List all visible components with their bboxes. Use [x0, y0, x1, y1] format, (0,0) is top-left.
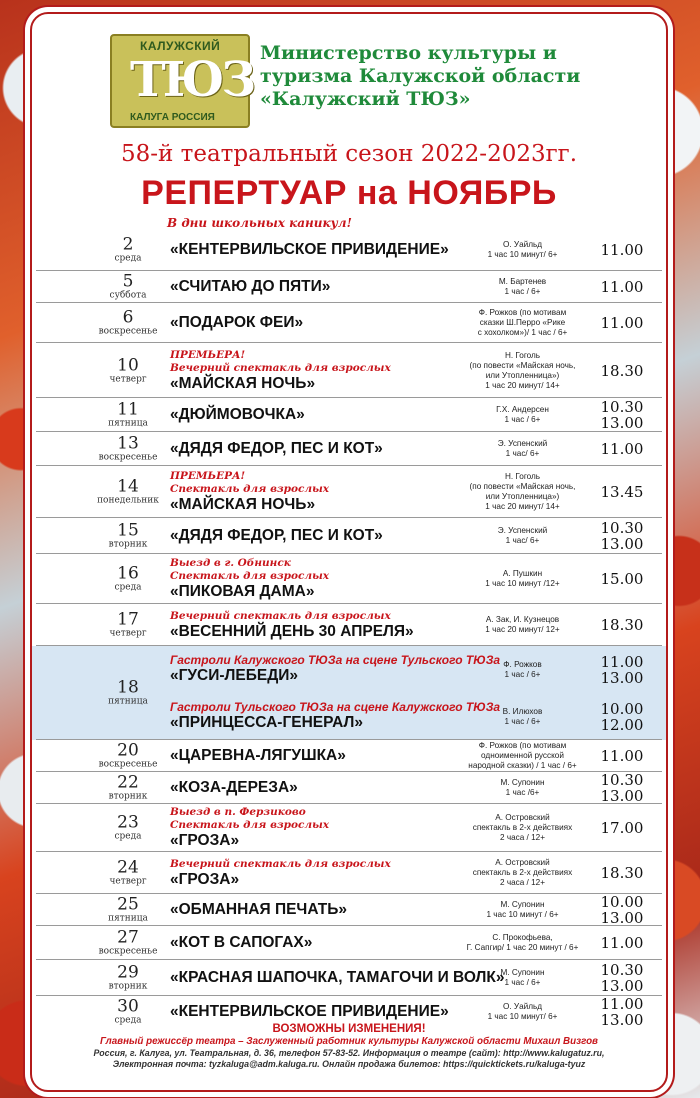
info-line: 1 час 20 минут/ 12+ — [485, 625, 560, 634]
show-time: 10.30 — [600, 398, 644, 416]
show-time: 18.30 — [600, 864, 644, 882]
show-info — [460, 308, 585, 338]
performance-note: Спектакль для взрослых — [170, 570, 330, 582]
info-line: О. Уайльд — [502, 240, 543, 249]
ministry-line: туризма Калужской области — [260, 65, 581, 87]
show-time: 13.00 — [600, 787, 644, 805]
show-times — [592, 441, 652, 457]
schedule-row — [32, 518, 666, 554]
theatre-logo — [110, 34, 254, 128]
show-time: 11.00 — [600, 934, 644, 952]
info-line: или Утопленница») — [485, 492, 560, 501]
day-number: 18 — [117, 677, 139, 698]
show-time: 13.00 — [600, 414, 644, 432]
date-cell — [84, 565, 172, 594]
day-number: 25 — [117, 894, 139, 915]
holiday-note: В дни школьных каникул! — [167, 216, 352, 230]
show-title: «ПОДАРОК ФЕИ» — [170, 314, 304, 331]
show-title: «ВЕСЕННИЙ ДЕНЬ 30 АПРЕЛЯ» — [170, 622, 414, 640]
show-times — [592, 894, 652, 926]
changes-warning: ВОЗМОЖНЫ ИЗМЕНЕНИЯ! — [272, 1023, 426, 1035]
footer — [32, 1022, 666, 1070]
show-title: «ПИКОВАЯ ДАМА» — [170, 583, 315, 600]
date-cell — [84, 478, 172, 507]
show-time: 13.45 — [600, 483, 644, 501]
show-title: «МАЙСКАЯ НОЧЬ» — [170, 374, 316, 392]
show-time: 13.00 — [600, 535, 644, 553]
show-info — [460, 660, 585, 680]
performance-note: Гастроли Тульского ТЮЗа на сцене Калужского ТЮЗа — [170, 700, 501, 714]
show-info — [460, 569, 585, 589]
performance-note: Вечерний спектакль для взрослых — [170, 857, 391, 870]
logo-caption-top: КАЛУЖСКИЙ — [140, 39, 221, 53]
info-line: с хохолком»)/ 1 час / 6+ — [477, 328, 568, 337]
info-line: 1 час 10 минут / 6+ — [486, 910, 559, 919]
info-line: 2 часа / 12+ — [499, 833, 545, 842]
contacts-line: Электронная почта: tyzkaluga@adm.kaluga.ru. Онлайн продажа билетов: https://quicktickets.ru/kaluga-tyuz — [112, 1059, 586, 1069]
info-line: 1 час / 6+ — [504, 978, 541, 987]
day-number: 15 — [117, 520, 139, 541]
show-time: 13.00 — [600, 668, 644, 687]
ministry-line: Министерство культуры и — [260, 42, 557, 64]
schedule-row — [32, 466, 666, 518]
date-cell — [84, 356, 172, 385]
show-times — [592, 962, 652, 994]
date-cell — [84, 522, 172, 551]
date-cell — [84, 929, 172, 958]
schedule-row — [32, 554, 666, 604]
show-time: 13.00 — [600, 909, 644, 927]
show-times — [592, 399, 652, 431]
show-info — [460, 472, 585, 512]
date-cell — [84, 859, 172, 888]
show-time: 12.00 — [600, 715, 644, 734]
logo-caption-bottom: КАЛУГА РОССИЯ — [130, 112, 215, 123]
season-title: 58-й театральный сезон 2022-2023гг. — [120, 141, 578, 167]
show-times — [592, 315, 652, 331]
weekday: суббота — [109, 290, 147, 301]
info-line: А. Зак, И. Кузнецов — [485, 615, 560, 624]
show-times — [592, 617, 652, 633]
show-info — [460, 351, 585, 391]
info-line: В. Илюхов — [502, 706, 543, 716]
show-time: 10.00 — [600, 699, 644, 718]
day-number: 17 — [117, 609, 139, 630]
info-line: народной сказки) / 1 час / 6+ — [468, 761, 577, 770]
schedule-row — [32, 740, 666, 772]
show-title: «ОБМАННАЯ ПЕЧАТЬ» — [170, 901, 347, 918]
show-title: «КОТ В САПОГАХ» — [170, 934, 313, 951]
director-line: Главный режиссёр театра – Заслуженный работник культуры Калужской области Михаил Визгов — [100, 1036, 598, 1047]
weekday: вторник — [108, 539, 148, 550]
show-title: «КРАСНАЯ ШАПОЧКА, ТАМАГОЧИ И ВОЛК» — [170, 969, 505, 986]
schedule-row — [32, 960, 666, 996]
show-time: 11.00 — [600, 314, 644, 332]
performance-note: Спектакль для взрослых — [170, 819, 330, 831]
show-time: 18.30 — [600, 616, 644, 634]
show-info — [460, 405, 585, 425]
weekday: воскресенье — [98, 452, 158, 463]
date-cell — [84, 774, 172, 803]
show-title: «ГУСИ-ЛЕБЕДИ» — [170, 667, 299, 684]
show-time: 18.30 — [600, 361, 644, 380]
day-number: 6 — [122, 307, 134, 328]
day-number: 27 — [117, 927, 139, 948]
show-time: 11.00 — [600, 440, 644, 458]
performance-note: Спектакль для взрослых — [170, 483, 330, 495]
info-line: Н. Гоголь — [504, 350, 541, 360]
weekday: воскресенье — [98, 326, 158, 337]
weekday: вторник — [108, 791, 148, 802]
day-number: 13 — [117, 433, 139, 454]
date-cell — [84, 896, 172, 925]
weekday: пятница — [108, 696, 148, 707]
poster-card — [30, 12, 668, 1092]
day-number: 5 — [122, 271, 134, 292]
date-cell — [84, 236, 172, 265]
schedule-row — [32, 303, 666, 343]
info-line: одноименной русской — [481, 751, 564, 760]
date-cell — [84, 964, 172, 993]
date-cell — [84, 435, 172, 464]
show-time: 13.00 — [600, 1011, 644, 1029]
show-time: 10.30 — [600, 771, 644, 789]
info-line: А. Пушкин — [502, 569, 543, 578]
show-info — [460, 240, 585, 260]
schedule-row — [32, 646, 666, 740]
show-times — [592, 279, 652, 295]
show-info — [460, 900, 585, 920]
info-line: 1 час/ 6+ — [505, 536, 540, 545]
info-line: Г.Х. Андерсен — [496, 405, 549, 414]
show-time: 11.00 — [600, 747, 644, 765]
info-line: А. Островский — [495, 813, 550, 822]
info-line: 2 часа / 12+ — [499, 878, 545, 887]
info-line: Ф. Рожков (по мотивам — [478, 741, 567, 750]
show-time: 11.00 — [600, 652, 644, 671]
info-line: (по повести «Майская ночь, — [469, 360, 576, 370]
show-times — [592, 363, 652, 379]
show-info — [460, 439, 585, 459]
schedule-row — [32, 804, 666, 852]
info-line: М. Супонин — [500, 900, 545, 909]
info-line: 1 час/ 6+ — [505, 449, 540, 458]
info-line: спектакль в 2-х действиях — [472, 868, 573, 877]
day-number: 10 — [117, 355, 139, 375]
performance-note: Гастроли Калужского ТЮЗа на сцене Тульского ТЮЗа — [170, 653, 501, 667]
show-times — [592, 520, 652, 552]
weekday: среда — [114, 1015, 142, 1026]
performance-note: Выезд в п. Ферзиково — [170, 806, 306, 818]
show-title: «КОЗА-ДЕРЕЗА» — [170, 779, 298, 796]
show-title: «СЧИТАЮ ДО ПЯТИ» — [170, 278, 331, 295]
day-number: 24 — [117, 857, 139, 878]
ministry-heading — [260, 42, 610, 111]
info-line: Ф. Рожков (по мотивам — [478, 308, 567, 317]
date-cell — [84, 309, 172, 338]
info-line: 1 час 10 минут /12+ — [485, 579, 560, 588]
date-cell — [84, 742, 172, 771]
show-info — [460, 968, 585, 988]
weekday: воскресенье — [98, 946, 158, 957]
show-title: «ДЯДЯ ФЕДОР, ПЕС И КОТ» — [170, 527, 383, 544]
show-times — [592, 484, 652, 500]
info-line: 1 час 20 минут/ 14+ — [485, 502, 560, 511]
day-number: 22 — [117, 772, 139, 793]
show-time: 10.00 — [600, 893, 644, 911]
info-line: 1 час / 6+ — [504, 415, 541, 424]
show-times — [592, 935, 652, 951]
show-title: «КЕНТЕРВИЛЬСКОЕ ПРИВИДЕНИЕ» — [170, 241, 449, 258]
info-line: Г. Сапгир/ 1 час 20 минут / 6+ — [466, 943, 579, 952]
day-number: 14 — [117, 476, 139, 497]
show-info — [460, 1002, 585, 1022]
show-title: «ДЮЙМОВОЧКА» — [170, 406, 305, 423]
schedule-row — [32, 926, 666, 960]
date-cell — [84, 611, 172, 640]
weekday: четверг — [109, 876, 147, 887]
schedule-row — [32, 398, 666, 432]
show-title: «КЕНТЕРВИЛЬСКОЕ ПРИВИДЕНИЕ» — [170, 1003, 449, 1020]
show-info — [460, 813, 585, 843]
show-title: «МАЙСКАЯ НОЧЬ» — [170, 496, 316, 513]
show-time: 13.00 — [600, 977, 644, 995]
weekday: пятница — [108, 913, 148, 924]
schedule-row — [32, 604, 666, 646]
show-info — [460, 858, 585, 888]
day-number: 11 — [117, 399, 139, 420]
info-line: 1 час / 6+ — [504, 669, 541, 679]
schedule-row — [32, 772, 666, 804]
day-number: 2 — [122, 234, 134, 255]
info-line: сказки Ш.Перро «Рике — [479, 318, 566, 327]
day-number: 20 — [117, 740, 139, 761]
weekday: среда — [114, 253, 142, 264]
performance-note: ПРЕМЬЕРА! — [170, 470, 246, 482]
show-title: «ГРОЗА» — [170, 832, 240, 849]
show-time: 15.00 — [600, 570, 644, 588]
show-time: 11.00 — [600, 241, 644, 259]
schedule-row — [32, 894, 666, 926]
address-line: Россия, г. Калуга, ул. Театральная, д. 36, телефон 57-83-52. Информация о театре (сайт): http://www.kalugatuz.ru, — [93, 1048, 605, 1058]
info-line: 1 час 10 минут/ 6+ — [487, 250, 558, 259]
info-line: 1 час / 6+ — [504, 716, 541, 726]
show-time: 10.30 — [600, 519, 644, 537]
performance-note: Вечерний спектакль для взрослых — [170, 361, 391, 374]
show-info — [460, 707, 585, 727]
info-line: спектакль в 2-х действиях — [472, 823, 573, 832]
info-line: 1 час / 6+ — [504, 287, 541, 296]
weekday: пятница — [108, 418, 148, 429]
date-cell — [84, 273, 172, 302]
show-title: «ПРИНЦЕССА-ГЕНЕРАЛ» — [170, 714, 363, 731]
show-time: 17.00 — [600, 819, 644, 837]
weekday: воскресенье — [98, 759, 158, 770]
info-line: 1 час /6+ — [505, 788, 540, 797]
show-info — [460, 778, 585, 798]
info-line: Н. Гоголь — [504, 472, 541, 481]
show-times — [592, 242, 652, 258]
show-title: «ЦАРЕВНА-ЛЯГУШКА» — [170, 747, 346, 764]
info-line: М. Супонин — [500, 968, 545, 977]
weekday: среда — [114, 831, 142, 842]
info-line: 1 час 20 минут/ 14+ — [485, 380, 560, 390]
day-number: 16 — [117, 563, 139, 584]
schedule-row — [32, 852, 666, 894]
info-line: или Утопленница») — [485, 370, 560, 380]
show-time: 11.00 — [600, 278, 644, 296]
weekday: четверг — [109, 628, 147, 639]
day-number: 30 — [117, 996, 139, 1017]
show-title: «ДЯДЯ ФЕДОР, ПЕС И КОТ» — [170, 440, 383, 457]
weekday: среда — [114, 582, 142, 593]
weekday: вторник — [108, 981, 148, 992]
schedule-row — [32, 432, 666, 466]
show-time: 10.30 — [600, 961, 644, 979]
show-times — [592, 748, 652, 764]
info-line: О. Уайльд — [502, 1002, 543, 1011]
show-info — [460, 277, 585, 297]
show-times — [592, 820, 652, 836]
info-line: Э. Успенский — [497, 526, 548, 535]
weekday: четверг — [109, 374, 147, 384]
date-cell — [84, 679, 172, 708]
logo-monogram: ТЮЗ — [130, 52, 254, 108]
date-cell — [84, 401, 172, 430]
repertoire-title: РЕПЕРТУАР на НОЯБРЬ — [141, 174, 557, 212]
performance-note: Выезд в г. Обнинск — [170, 557, 291, 569]
show-info — [460, 933, 585, 953]
show-times — [592, 701, 652, 733]
schedule-row — [32, 229, 666, 271]
day-number: 29 — [117, 962, 139, 983]
show-time: 11.00 — [600, 995, 644, 1013]
info-line: С. Прокофьева, — [492, 933, 553, 942]
show-info — [460, 526, 585, 546]
performance-note: ПРЕМЬЕРА! — [170, 348, 246, 361]
weekday: понедельник — [97, 495, 159, 506]
info-line: М. Бартенев — [498, 277, 547, 286]
info-line: 1 час 10 минут/ 6+ — [487, 1012, 558, 1021]
info-line: М. Супонин — [500, 778, 545, 787]
day-number: 23 — [117, 812, 139, 833]
info-line: Ф. Рожков — [503, 659, 542, 669]
info-line: А. Островский — [495, 858, 550, 867]
performance-note: Вечерний спектакль для взрослых — [170, 609, 391, 622]
date-cell — [84, 814, 172, 843]
show-title: «ГРОЗА» — [170, 870, 240, 888]
info-line: (по повести «Майская ночь, — [469, 482, 576, 491]
show-info — [460, 741, 585, 771]
show-times — [592, 772, 652, 804]
info-line: Э. Успенский — [497, 439, 548, 448]
header — [32, 14, 666, 230]
ministry-line: «Калужский ТЮЗ» — [260, 88, 471, 110]
schedule-row — [32, 271, 666, 303]
show-info — [460, 615, 585, 635]
schedule-row — [32, 343, 666, 398]
show-times — [592, 571, 652, 587]
show-times — [592, 865, 652, 881]
show-times — [592, 654, 652, 686]
